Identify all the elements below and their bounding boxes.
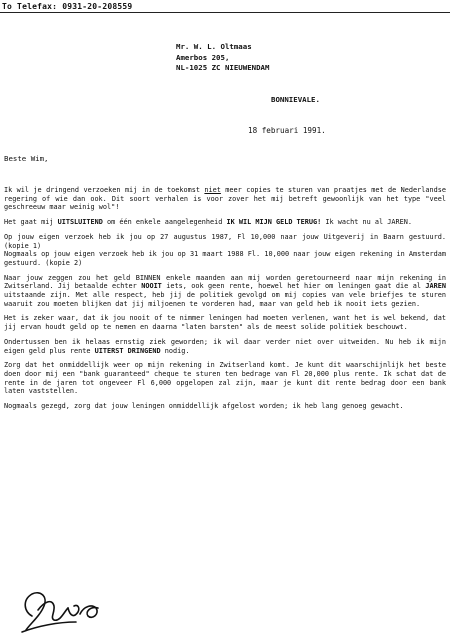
recipient-address xyxy=(176,42,269,74)
fax-header: To Telefax: 0931-20-208559 xyxy=(2,2,133,11)
paragraph-1 xyxy=(4,186,446,212)
bold-text: NOOIT xyxy=(141,282,162,291)
text-run: Ik wacht nu al JAREN. xyxy=(321,218,412,227)
bold-text: UITSLUITEND xyxy=(57,218,103,227)
text-run: iets, ook geen rente, hoewel het hier om leningen gaat die al xyxy=(161,282,426,291)
text-run: nodig. xyxy=(160,346,190,355)
paragraph-8: Zorg dat het onmiddellijk weer op mijn rekening in Zwitserland komt. Je kunt dit waarschijnlijk het beste doen door mij een "bank guaranteed" cheque te sturen ten bedrage van Fl 20,000 plus rente. Ik schat dat de rente in de jaren tot ongeveer Fl 6,000 opgelopen zal zijn, maar je kunt dit rente bedrag door een bank laten vaststellen. xyxy=(4,361,446,396)
paragraph-7 xyxy=(4,338,446,355)
paragraph-4: Nogmaals op jouw eigen verzoek heb ik jou op 31 maart 1988 Fl. 10,000 naar jouw eigen rekening in Amsterdam gestuurd. (kopie 2) xyxy=(4,250,446,267)
paragraph-6: Het is zeker waar, dat ik jou nooit of te nimmer leningen had moeten verlenen, want het is wel bekend, dat jij ervan houdt geld op te nemen en daarna "laten barsten" als de meest solide politiek beschouwt. xyxy=(4,314,446,332)
bold-text: IK WIL MIJN GELD TERUG! xyxy=(226,218,322,227)
recipient-name: Mr. W. L. Oltmaas xyxy=(176,42,252,51)
paragraph-3: Op jouw eigen verzoek heb ik jou op 27 augustus 1987, Fl 10,000 naar jouw Uitgeverij in Baarn gestuurd. (kopie 1) xyxy=(4,232,446,250)
paragraph-9: Nogmaals gezegd, zorg dat jouw leningen onmiddellijk afgelost worden; ik heb lang genoeg gewacht. xyxy=(4,402,404,411)
text-run: Ondertussen ben ik helaas ernstig ziek geworden; ik wil daar verder niet over uitweiden. Nu heb ik mijn eigen geld plus rente xyxy=(4,337,446,355)
text-run: Naar jouw zeggen zou het geld BINNEN enkele maanden aan mij worden geretourneerd naar mijn rekening in Zwitserland. Jij betaalde echter xyxy=(4,273,446,291)
bold-text: JAREN xyxy=(425,282,446,291)
header-divider xyxy=(0,12,450,13)
letter-body xyxy=(4,186,446,417)
text-run: Het gaat mij xyxy=(4,218,58,227)
recipient-street: Amerbos 205, xyxy=(176,52,230,62)
text-run: om één enkele aangelegenheid xyxy=(102,218,227,227)
letter-place: BONNIEVALE. xyxy=(271,95,320,104)
text-run: uitstaande zijn. Met alle respect, heb jij de politiek gevolgd om mij copies van vele briefjes te sturen waaruit zou moeten blijken dat jij miljoenen te vorderen had, maar van geld heb ik nooit iets gezien. xyxy=(4,291,446,308)
bold-text: UITERST DRINGEND xyxy=(94,346,161,355)
underlined-word: niet xyxy=(204,186,221,194)
text-run: Ik wil je dringend verzoeken mij in de toekomst xyxy=(4,186,205,194)
text-run: meer copies te sturen van praatjes met de Nederlandse regering of wie dan ook. Dit soort verhalen is voor zover het mij betreft gewoonlijk van het type "veel geschreeuw maar weinig wol"! xyxy=(4,186,447,212)
handwritten-signature xyxy=(18,586,128,636)
recipient-city: NL-1025 ZC NIEUWENDAM xyxy=(176,63,270,72)
paragraph-2 xyxy=(4,218,446,227)
letter-date: 18 februari 1991. xyxy=(248,126,326,135)
paragraph-5 xyxy=(4,274,446,309)
greeting: Beste Wim, xyxy=(4,154,49,163)
